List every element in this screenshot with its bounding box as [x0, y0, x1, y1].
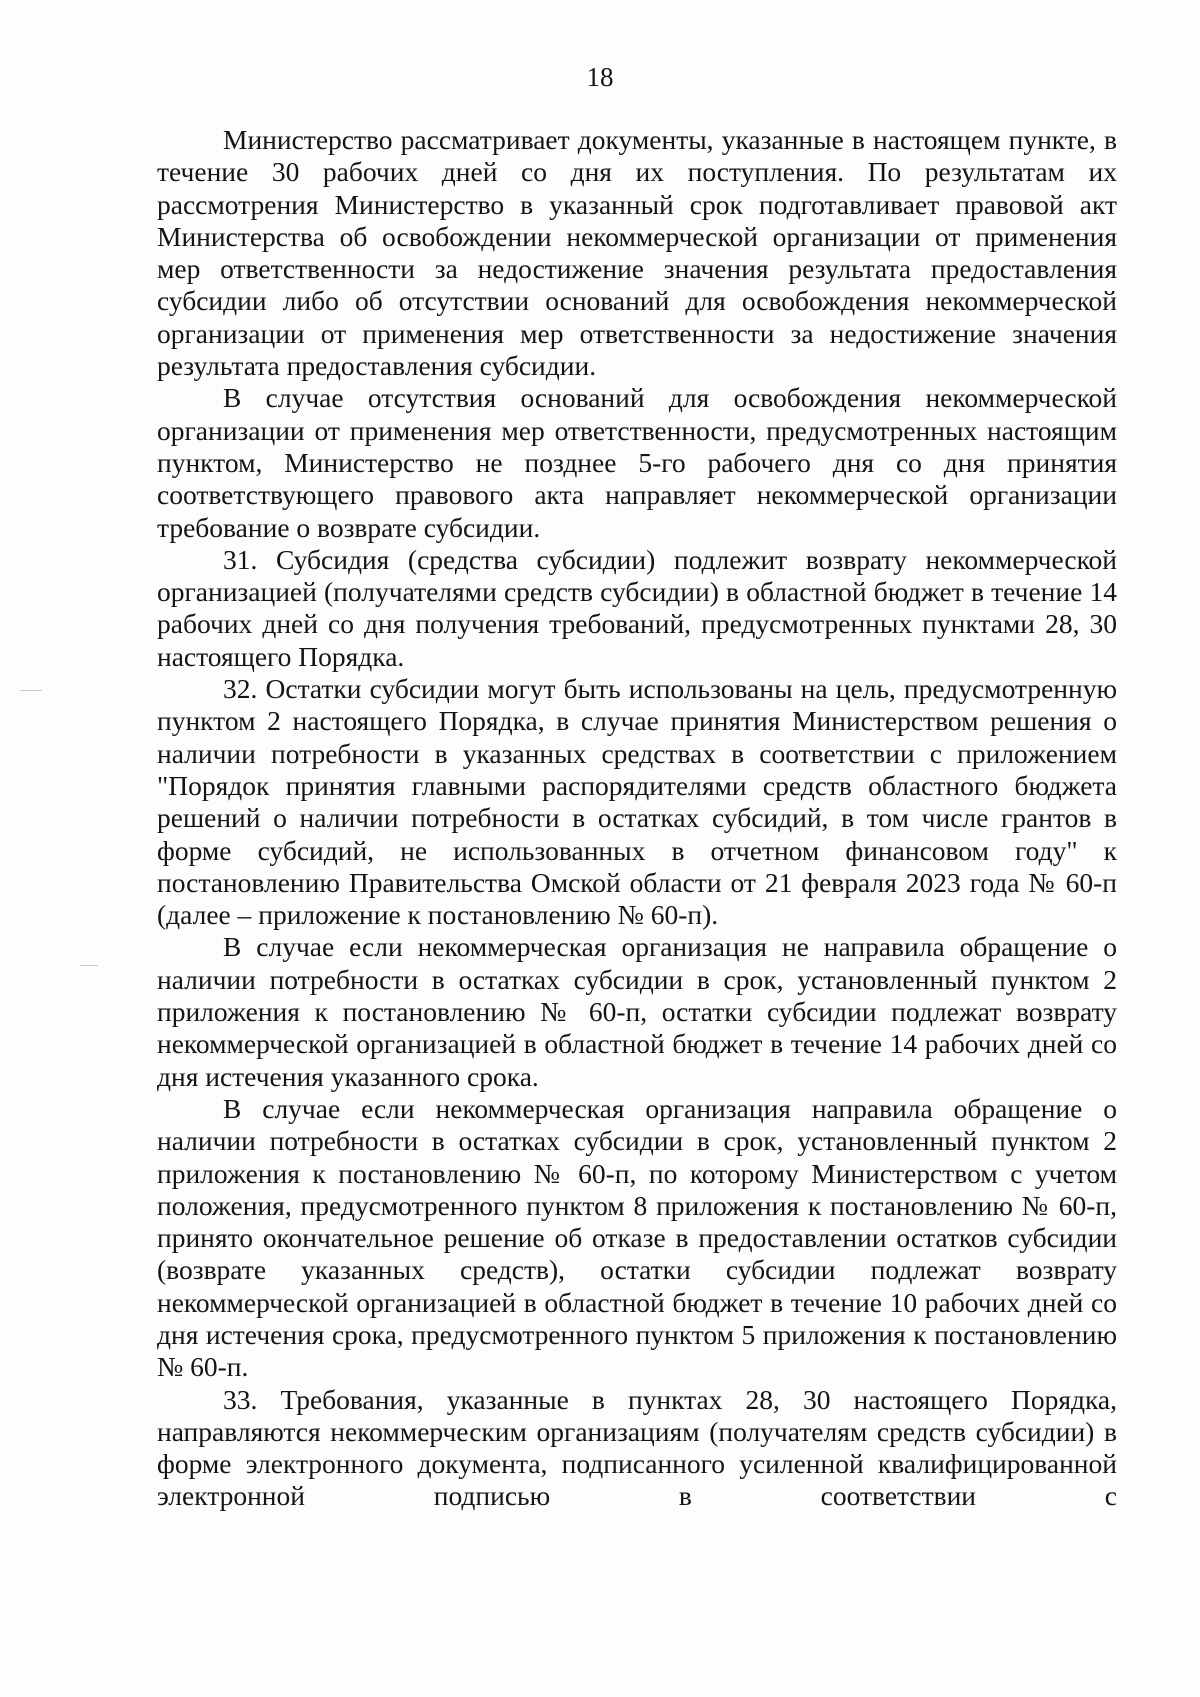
paragraph: В случае если некоммерческая организация направила обращение о наличии потребности в остатках субсидии в срок, установленный пунктом 2 приложения к постановлению № 60-п, по которому Министерством с учетом положения, предусмотренного пунктом 8 приложения к постановлению № 60-п, принято окончательное решение об отказе в предоставлении остатков субсидии (возврате указанных средств), остатки субсидии подлежат возврату некоммерческой организацией в областной бюджет в течение 10 рабочих дней со дня истечения срока, предусмотренного пунктом 5 приложения к постановлению № 60-п.	[157, 1092, 1117, 1383]
paragraph: В случае отсутствия оснований для освобождения некоммерческой организации от применения мер ответственности, предусмотренных настоящим пунктом, Министерство не позднее 5-го рабочего дня со дня принятия соответствующего правового акта направляет некоммерческой организации требование о возврате субсидии.	[157, 382, 1117, 543]
page-number: 18	[586, 62, 614, 92]
scan-artifact	[20, 690, 42, 691]
paragraph: В случае если некоммерческая организация не направила обращение о наличии потребности в остатках субсидии в срок, установленный пунктом 2 приложения к постановлению № 60-п, остатки субсидии подлежат возврату некоммерческой организацией в областной бюджет в течение 14 рабочих дней со дня истечения указанного срока.	[157, 931, 1117, 1092]
paragraph: 33. Требования, указанные в пунктах 28, 30 настоящего Порядка, направляются некоммерческим организациям (получателям средств субсидии) в форме электронного документа, подписанного усиленной квалифицированной электронной подписью в соответствии с	[157, 1383, 1117, 1512]
paragraph: 32. Остатки субсидии могут быть использованы на цель, предусмотренную пунктом 2 настоящего Порядка, в случае принятия Министерством решения о наличии потребности в указанных средствах в соответствии с приложением "Порядок принятия главными распорядителями средств областного бюджета решений о наличии потребности в остатках субсидий, в том числе грантов в форме субсидий, не использованных в отчетном финансовом году" к постановлению Правительства Омской области от 21 февраля 2023 года № 60-п (далее – приложение к постановлению № 60-п).	[157, 673, 1117, 931]
paragraph: 31. Субсидия (средства субсидии) подлежит возврату некоммерческой организацией (получателями средств субсидии) в областной бюджет в течение 14 рабочих дней со дня получения требований, предусмотренных пунктами 28, 30 настоящего Порядка.	[157, 543, 1117, 672]
paragraph: Министерство рассматривает документы, указанные в настоящем пункте, в течение 30 рабочих дней со дня их поступления. По результатам их рассмотрения Министерство в указанный срок подготавливает правовой акт Министерства об освобождении некоммерческой организации от применения мер ответственности за недостижение значения результата предоставления субсидии либо об отсутствии оснований для освобождения некоммерческой организации от применения мер ответственности за недостижение значения результата предоставления субсидии.	[157, 124, 1117, 382]
scan-artifact	[80, 965, 98, 966]
document-body	[157, 124, 1117, 1513]
